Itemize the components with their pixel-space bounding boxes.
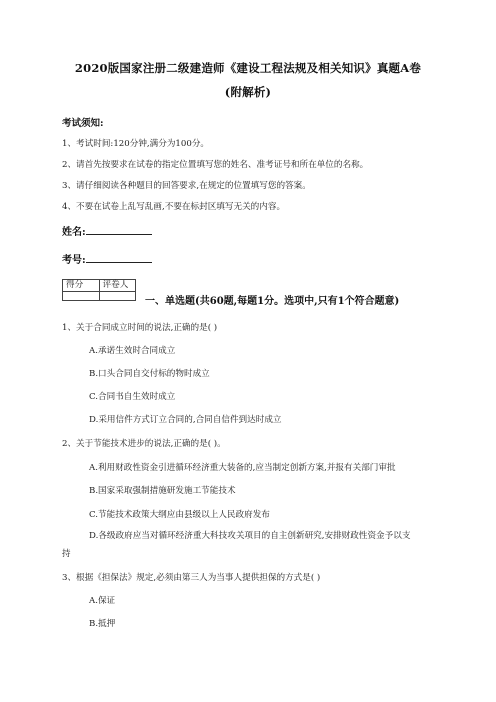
answer-option[interactable]: C.合同书自生效时成立 [89, 392, 176, 402]
answer-option[interactable]: B.国家采取强制措施研发施工节能技术 [89, 486, 236, 496]
answer-option[interactable]: B.抵押 [89, 619, 116, 629]
section-heading: 一、单选题(共60题,每题1分。选项中,只有1个符合题意) [145, 296, 400, 307]
exam-number-blank-line[interactable] [86, 253, 152, 263]
exam-number-label: 考号: [62, 255, 86, 266]
score-box-divider [63, 291, 135, 292]
score-box [62, 279, 136, 301]
answer-option[interactable]: A.保证 [89, 596, 116, 606]
name-label: 姓名: [62, 227, 86, 238]
score-cell: 得分 [66, 280, 84, 290]
answer-option-continuation: 持 [62, 549, 71, 559]
answer-option[interactable]: A.承诺生效时合同成立 [89, 346, 176, 356]
notice-item: 1、考试时间:120分钟,满分为100分。 [62, 139, 210, 149]
answer-option[interactable]: D.采用信件方式订立合同的,合同自信件到达时成立 [89, 415, 282, 425]
notice-item: 4、不要在试卷上乱写乱画,不要在标封区填写无关的内容。 [62, 202, 286, 212]
answer-option[interactable] [62, 527, 434, 563]
grader-cell: 评卷人 [99, 280, 136, 300]
exam-title: 2020版国家注册二级建造师《建设工程法规及相关知识》真题A卷 [74, 61, 422, 75]
notice-item: 3、请仔细阅读各种题目的回答要求,在规定的位置填写您的答案。 [62, 181, 311, 191]
name-field[interactable] [62, 223, 152, 238]
question-stem: 1、关于合同成立时间的说法,正确的是( ) [62, 323, 218, 333]
answer-option[interactable]: B.口头合同自交付标的物时成立 [89, 369, 210, 379]
question-stem: 2、关于节能技术进步的说法,正确的是( )。 [62, 439, 226, 449]
notice-item: 2、请首先按要求在试卷的指定位置填写您的姓名、准考证号和所在单位的名称。 [62, 160, 369, 170]
question-stem: 3、根据《担保法》规定,必须由第三人为当事人提供担保的方式是( ) [62, 573, 321, 583]
answer-option-text: D.各级政府应当对循环经济重大科技攻关项目的自主创新研究,安排财政性资金予以支 [89, 531, 411, 541]
answer-option[interactable]: A.利用财政性资金引进循环经济重大装备的,应当制定创新方案,并报有关部门审批 [89, 463, 396, 473]
answer-option[interactable]: C.节能技术政策大纲应由县级以上人民政府发布 [89, 510, 270, 520]
notice-heading: 考试须知: [62, 118, 104, 129]
exam-number-field[interactable] [62, 251, 152, 266]
name-blank-line[interactable] [86, 225, 152, 235]
exam-subtitle: (附解析) [224, 85, 272, 99]
